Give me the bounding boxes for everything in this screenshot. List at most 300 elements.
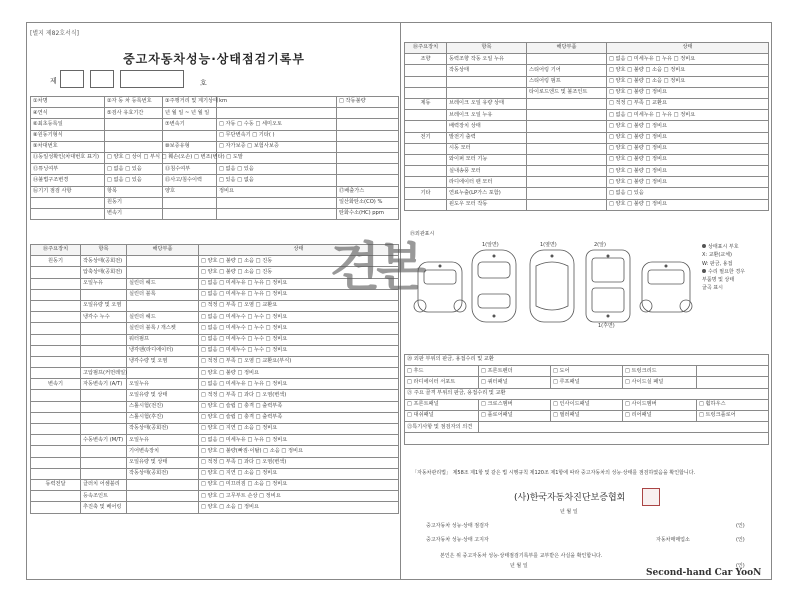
table-row	[405, 166, 769, 177]
part-name: 작동상태(공회전)	[127, 468, 199, 479]
checkbox-item[interactable]: □ 사이드실 패널	[623, 377, 697, 388]
table-row	[31, 208, 399, 219]
part-name: 스톨시험(후진)	[127, 412, 199, 423]
field-value	[217, 197, 337, 208]
check-item	[81, 457, 127, 468]
table-row	[405, 188, 769, 199]
device-group	[31, 345, 81, 356]
table-row	[31, 164, 399, 175]
receipt-notice: 본인은 위 중고자동차 성능·상태점검기록부를 교부받은 사실을 확인합니다.	[440, 553, 603, 559]
field-note: 탄화수소(HC) ppm	[337, 208, 399, 219]
remarks-label: ㉒특기사항 및 점검자의 의견	[405, 422, 479, 433]
steering-brake-table	[404, 42, 769, 211]
device-group	[31, 267, 81, 278]
status-options: □ 양호 □ 불량 □ 정비요	[607, 166, 769, 177]
table-row	[405, 65, 769, 76]
device-group: 변속기	[31, 379, 81, 390]
field-label	[31, 197, 105, 208]
table-row	[31, 312, 399, 323]
field-label: ⑯기기 점검 사항	[31, 186, 105, 197]
field-label: ⑫튜닝여부	[31, 164, 105, 175]
check-item: 클러치 어셈블리	[81, 479, 127, 490]
table-row	[31, 368, 399, 379]
check-item	[447, 87, 527, 98]
status-options: □ 양호 □ 미끄러짐 □ 소음 □ 정비요	[199, 479, 399, 490]
field-label: ⑨차대번호	[31, 141, 105, 152]
part-name	[527, 166, 607, 177]
status-options: □ 양호 □ 불량 □ 정비요	[607, 199, 769, 210]
registration-suffix: 호	[200, 79, 207, 87]
device-group	[405, 154, 447, 165]
table-row	[31, 491, 399, 502]
field-note: ⑰배출가스	[337, 186, 399, 197]
part-name: 실린더 헤드	[127, 278, 199, 289]
remarks-row	[405, 422, 769, 433]
check-item	[81, 424, 127, 435]
check-item: 압축상태(공회전)	[81, 267, 127, 278]
part-name: 오일누유	[127, 379, 199, 390]
registration-field-3[interactable]	[120, 70, 184, 88]
check-item: 고압펌프(커먼레일)	[81, 368, 127, 379]
table-row	[31, 334, 399, 345]
registration-field-1[interactable]	[60, 70, 84, 88]
field-value: □ 무단변속기 □ 기타( )	[217, 130, 337, 141]
part-name: 실린더 블록 / 개스켓	[127, 323, 199, 334]
device-group	[31, 300, 81, 311]
checkbox-row	[405, 377, 769, 388]
frame-repair-title: ㉑ 주요 골격 부위의 판금, 용접수리 및 교환	[405, 388, 769, 399]
check-item	[81, 356, 127, 367]
part-name	[527, 188, 607, 199]
table-row	[31, 435, 399, 446]
checkbox-item[interactable]: □ 라디에이터 서포트	[405, 377, 479, 388]
status-options: □ 양호 □ 슬립 □ 충격 □ 출력부족	[199, 401, 399, 412]
field-label: ④연식	[31, 108, 105, 119]
field-value: □ 없음 □ 있음	[105, 164, 163, 175]
field-value: □ 있음 □ 없음	[217, 175, 337, 186]
field-value: □ 자동 □ 수동 □ 세미오토	[217, 119, 337, 130]
check-item: 동력조향 작동 오일 누유	[447, 54, 527, 65]
legend-item: 수리 필요한 경우	[702, 269, 768, 276]
table-row	[31, 401, 399, 412]
section-title-row	[405, 388, 769, 399]
part-name	[127, 502, 199, 513]
table-row	[31, 152, 399, 163]
column-header: 해당부품	[527, 43, 607, 54]
status-options: □ 없음 □ 미세누수 □ 누수 □ 정비요	[199, 312, 399, 323]
device-group	[31, 356, 81, 367]
table-row	[405, 199, 769, 210]
status-options: □ 없음 □ 미세누수 □ 누수 □ 정비요	[199, 334, 399, 345]
device-group	[405, 110, 447, 121]
dealer-label: 자동차매매업소	[656, 537, 690, 543]
status-options: □ 양호 □ 불량 □ 정비요	[607, 154, 769, 165]
checkbox-item[interactable]: □ 리어패널	[623, 410, 697, 421]
table-row	[405, 54, 769, 65]
device-group: 제동	[405, 98, 447, 109]
device-group	[31, 457, 81, 468]
checkbox-row	[405, 410, 769, 421]
field-value: 항목	[105, 186, 163, 197]
field-label	[163, 197, 217, 208]
checkbox-item[interactable]: □ 인사이드패널	[551, 399, 623, 410]
table-row	[405, 177, 769, 188]
checkbox-item[interactable]: □ 루프패널	[551, 377, 623, 388]
checkbox-item[interactable]: □ 프론트패널	[405, 399, 479, 410]
table-row	[31, 457, 399, 468]
device-group	[405, 121, 447, 132]
table-row	[31, 468, 399, 479]
field-value: km	[217, 97, 337, 108]
field-note: □ 작동불량	[337, 97, 399, 108]
device-group	[31, 468, 81, 479]
check-item: 배력장치 상태	[447, 121, 527, 132]
table-row	[31, 97, 399, 108]
status-options: □ 적정 □ 부족 □ 과다 □ 오염(변색)	[199, 457, 399, 468]
field-label	[31, 208, 105, 219]
part-name: 실린더 블록	[127, 289, 199, 300]
status-options: □ 없음 □ 미세누수 □ 누수 □ 정비요	[199, 345, 399, 356]
organization-name: (사)한국자동차진단보증협회	[514, 493, 626, 503]
field-note	[337, 119, 399, 130]
device-group: 조향	[405, 54, 447, 65]
device-group	[31, 412, 81, 423]
checkbox-item[interactable]: □ 휠하우스	[697, 399, 769, 410]
check-item: 냉각수 누수	[81, 312, 127, 323]
check-item: 수동변속기 (M/T)	[81, 435, 127, 446]
device-group	[405, 177, 447, 188]
device-group	[31, 491, 81, 502]
check-item	[447, 76, 527, 87]
check-item	[81, 345, 127, 356]
status-options: □ 양호 □ 불량 □ 정비요	[607, 87, 769, 98]
status-options: □ 양호 □ 불량 □ 소음 □ 진동	[199, 267, 399, 278]
form-number: [별지 제82호서식]	[30, 30, 79, 37]
column-header: 상태	[199, 245, 399, 256]
signature-mark[interactable]: (인)	[736, 563, 745, 569]
device-group	[31, 323, 81, 334]
checkbox-item[interactable]: □ 트렁크리드	[623, 366, 697, 377]
table-row	[405, 110, 769, 121]
status-options: □ 양호 □ 불량 □ 소음 □ 정비요	[607, 76, 769, 87]
table-row	[31, 108, 399, 119]
status-options: □ 없음 □ 미세누수 □ 누수 □ 정비요	[199, 323, 399, 334]
legend-item: X: 교환(교체)	[702, 252, 732, 259]
checkbox-item[interactable]: □ 플로어패널	[479, 410, 551, 421]
status-options: □ 없음 □ 미세누유 □ 누유 □ 정비요	[199, 289, 399, 300]
registration-field-2[interactable]	[90, 70, 114, 88]
table-row	[31, 300, 399, 311]
table-row	[31, 390, 399, 401]
column-header: 해당부품	[127, 245, 199, 256]
exterior-section-title: ⑲외관표시	[410, 231, 435, 237]
field-label: 년 월 일 ~ 년 월 일	[163, 108, 217, 119]
check-item	[81, 289, 127, 300]
status-options: □ 없음 □ 미세누유 □ 누유 □ 정비요	[199, 278, 399, 289]
image-credit: Second-hand Car YooN	[646, 568, 762, 578]
checkbox-item[interactable]: □ 프론트펜더	[479, 366, 551, 377]
legal-statement: 「자동차관리법」 제58조 제1항 및 같은 법 시행규칙 제120조 제1항에 따라 중고자동차의 성능·상태를 점검하였음을 확인합니다.	[412, 470, 696, 476]
field-label: ⑦변속기	[163, 119, 217, 130]
part-name: 작동상태(공회전)	[127, 424, 199, 435]
check-item	[81, 446, 127, 457]
part-name: 실린더 헤드	[127, 312, 199, 323]
status-options: □ 양호 □ 불량 □ 정비요	[199, 368, 399, 379]
table-row	[31, 345, 399, 356]
status-options: □ 없음 □ 있음	[607, 188, 769, 199]
remarks-field[interactable]	[479, 422, 769, 433]
table-row	[405, 121, 769, 132]
legend-item: 부품명 및 상태	[702, 277, 735, 283]
check-item: 브레이크 오일 누유	[447, 110, 527, 121]
part-name	[527, 143, 607, 154]
part-name	[527, 177, 607, 188]
table-row	[405, 154, 769, 165]
part-name	[127, 256, 199, 267]
field-label: ⑧원동기형식	[31, 130, 105, 141]
status-options: □ 양호 □ 지연 □ 소음 □ 정비요	[199, 424, 399, 435]
signature-mark[interactable]: (인)	[736, 537, 745, 543]
checkbox-row	[405, 366, 769, 377]
status-options: □ 적정 □ 부족 □ 과다 □ 오염(변색)	[199, 390, 399, 401]
check-item: 시동 모터	[447, 143, 527, 154]
seal-stamp	[642, 488, 660, 506]
section-title-row	[405, 355, 769, 366]
device-group: 동력전달	[31, 479, 81, 490]
field-label: ⑭불법구조변경	[31, 175, 105, 186]
column-header: ⑱주요장치	[405, 43, 447, 54]
device-group	[31, 278, 81, 289]
inspector-label: 중고자동차 성능·상태 점검자	[426, 523, 489, 529]
diagram-label: 1(옆면)	[540, 242, 557, 248]
status-options: □ 양호 □ 슬립 □ 충격 □ 출력부족	[199, 412, 399, 423]
checkbox-item	[697, 366, 769, 377]
device-group	[405, 76, 447, 87]
table-row	[405, 132, 769, 143]
field-label	[163, 130, 217, 141]
field-note	[337, 152, 399, 163]
check-item: 등속조인트	[81, 491, 127, 502]
status-options: □ 없음 □ 미세누유 □ 누유 □ 정비요	[607, 110, 769, 121]
part-name	[127, 491, 199, 502]
status-options: □ 양호 □ 불량 □ 정비요	[607, 132, 769, 143]
device-group	[31, 289, 81, 300]
field-value: ②자 동 차 등록번호	[105, 97, 163, 108]
device-group: 기타	[405, 188, 447, 199]
part-name: 기어변속장치	[127, 446, 199, 457]
part-name	[527, 121, 607, 132]
device-group	[31, 334, 81, 345]
legend-item: W: 판금, 용접	[702, 260, 733, 267]
legend-item: 상태표시 부호	[702, 244, 768, 251]
field-value: 변속기	[105, 208, 163, 219]
field-label: ③주행거리 및 계기상태	[163, 97, 217, 108]
checkbox-item[interactable]: □ 쿼터패널	[479, 377, 551, 388]
table-row	[31, 412, 399, 423]
device-group	[405, 65, 447, 76]
field-label	[163, 208, 217, 219]
check-item: 라디에이터 팬 모터	[447, 177, 527, 188]
status-options: □ 양호 □ 지연 □ 소음 □ 정비요	[199, 468, 399, 479]
checkbox-item[interactable]: □ 사이드멤버	[623, 399, 697, 410]
field-value	[217, 208, 337, 219]
notifier-label: 중고자동차 성능·상태 고지자	[426, 537, 489, 543]
device-group: 원동기	[31, 256, 81, 267]
field-note	[337, 164, 399, 175]
repair-checklist-table	[404, 354, 769, 445]
status-options: □ 적정 □ 부족 □ 오염 □ 교환요(부식)	[199, 356, 399, 367]
part-name	[527, 54, 607, 65]
device-group	[31, 424, 81, 435]
diagram-label: 1(앞면)	[482, 242, 499, 248]
document-title: 중고자동차성능·상태점검기록부	[123, 52, 305, 66]
part-name: 스티어링 기어	[527, 65, 607, 76]
part-name	[527, 132, 607, 143]
checkbox-item	[697, 377, 769, 388]
check-item: 오일유량 및 오염	[81, 300, 127, 311]
check-item	[81, 323, 127, 334]
checkbox-item[interactable]: □ 크로스멤버	[479, 399, 551, 410]
check-item	[81, 401, 127, 412]
part-name: 오일유량 및 상태	[127, 390, 199, 401]
field-value	[105, 119, 163, 130]
check-item: 자동변속기 (A/T)	[81, 379, 127, 390]
field-value: □ 자가보증 □ 보험사보증	[217, 141, 337, 152]
field-label: ⑮사고/침수이력	[163, 175, 217, 186]
remarks-field	[405, 433, 769, 444]
check-item: 발전기 출력	[447, 132, 527, 143]
part-name: 오일유량 및 상태	[127, 457, 199, 468]
check-item: 와이퍼 모터 기능	[447, 154, 527, 165]
check-item	[81, 412, 127, 423]
part-name	[527, 154, 607, 165]
field-label: ①차명	[31, 97, 105, 108]
field-label: ⑥최초등록일	[31, 119, 105, 130]
status-options: □ 없음 □ 미세누유 □ 누유 □ 정비요	[199, 379, 399, 390]
table-row	[405, 76, 769, 87]
field-value	[105, 141, 163, 152]
status-options: □ 양호 □ 불량 □ 소음 □ 진동	[199, 256, 399, 267]
device-group	[31, 401, 81, 412]
column-header: 항목	[447, 43, 527, 54]
status-options: □ 적정 □ 부족 □ 교환요	[607, 98, 769, 109]
check-item: 연료누출(LP가스 포함)	[447, 188, 527, 199]
table-row	[31, 356, 399, 367]
device-group	[405, 87, 447, 98]
field-value	[217, 108, 337, 119]
checkbox-item[interactable]: □ 대쉬패널	[405, 410, 479, 421]
receipt-date: 년 월 일	[510, 563, 528, 569]
part-name	[527, 98, 607, 109]
vehicle-info-table	[30, 96, 399, 220]
part-name: 스티어링 펌프	[527, 76, 607, 87]
bullet-icon	[702, 269, 706, 273]
remarks-row	[405, 433, 769, 444]
table-row	[405, 87, 769, 98]
check-item: 실내송풍 모터	[447, 166, 527, 177]
check-item	[81, 468, 127, 479]
table-row	[31, 175, 399, 186]
field-value: □ 없음 □ 있음	[105, 175, 163, 186]
table-row	[31, 502, 399, 513]
status-options: □ 양호 □ 소음 □ 정비요	[199, 502, 399, 513]
table-header-row	[405, 43, 769, 54]
table-row	[31, 197, 399, 208]
check-item	[81, 334, 127, 345]
table-row	[31, 446, 399, 457]
field-note	[337, 108, 399, 119]
check-item: 작동상태(공회전)	[81, 256, 127, 267]
exterior-repair-title: ⑳ 외판 부위의 판금, 용접수리 및 교환	[405, 355, 769, 366]
device-group	[31, 502, 81, 513]
column-header: 항목	[81, 245, 127, 256]
check-item: 오일누유	[81, 278, 127, 289]
device-group: 전기	[405, 132, 447, 143]
status-options: □ 적정 □ 부족 □ 오염 □ 교환요	[199, 300, 399, 311]
checkbox-item[interactable]: □ 후드	[405, 366, 479, 377]
diagram-label: 1(후면)	[598, 323, 615, 329]
field-note	[337, 175, 399, 186]
part-name	[127, 300, 199, 311]
issue-date: 년 월 일	[560, 509, 578, 515]
device-group	[31, 446, 81, 457]
checkbox-item[interactable]: □ 필러패널	[551, 410, 623, 421]
table-row	[31, 119, 399, 130]
status-options: □ 없음 □ 미세누유 □ 누유 □ 정비요	[607, 54, 769, 65]
check-item: 브레이크 오일 유량 상태	[447, 98, 527, 109]
table-row	[31, 424, 399, 435]
part-name	[127, 479, 199, 490]
table-row	[31, 186, 399, 197]
status-options: □ 양호 □ 불량 □ 소음 □ 정비요	[607, 65, 769, 76]
checkbox-item[interactable]: □ 도어	[551, 366, 623, 377]
part-name: 냉각수량 및 오염	[127, 356, 199, 367]
field-value: □ 없음 □ 있음	[217, 164, 337, 175]
part-name: 냉각팬(라디에이터)	[127, 345, 199, 356]
device-group	[31, 368, 81, 379]
registration-prefix: 제	[50, 77, 57, 85]
field-note: 일산화탄소(CO) %	[337, 197, 399, 208]
field-value: 원동기	[105, 197, 163, 208]
signature-mark[interactable]: (인)	[736, 523, 745, 529]
legend-item: 굴곡 표시	[702, 285, 723, 292]
field-label: ⑬침수여부	[163, 164, 217, 175]
status-options: □ 양호 □ 불량 □ 정비요	[607, 177, 769, 188]
status-options: □ 양호 □ 불량(빠짐·이탈) □ 소음 □ 정비요	[199, 446, 399, 457]
table-row	[31, 141, 399, 152]
part-name: 워터펌프	[127, 334, 199, 345]
device-group	[405, 166, 447, 177]
status-options: □ 양호 □ 불량 □ 정비요	[607, 121, 769, 132]
column-header: 상태	[607, 43, 769, 54]
device-group	[405, 143, 447, 154]
sample-watermark: 견본	[330, 238, 423, 298]
status-options: □ 양호 □ 고무부트 손상 □ 정비요	[199, 491, 399, 502]
part-name	[127, 267, 199, 278]
field-label: 양호	[163, 186, 217, 197]
check-item: 추진축 및 베어링	[81, 502, 127, 513]
bullet-icon	[702, 244, 706, 248]
check-item: 작동상태	[447, 65, 527, 76]
part-name	[527, 199, 607, 210]
table-row	[31, 479, 399, 490]
table-row	[405, 143, 769, 154]
checkbox-row	[405, 399, 769, 410]
checkbox-item[interactable]: □ 트렁크플로어	[697, 410, 769, 421]
check-item	[81, 390, 127, 401]
device-group	[405, 199, 447, 210]
part-name: 오일누유	[127, 435, 199, 446]
